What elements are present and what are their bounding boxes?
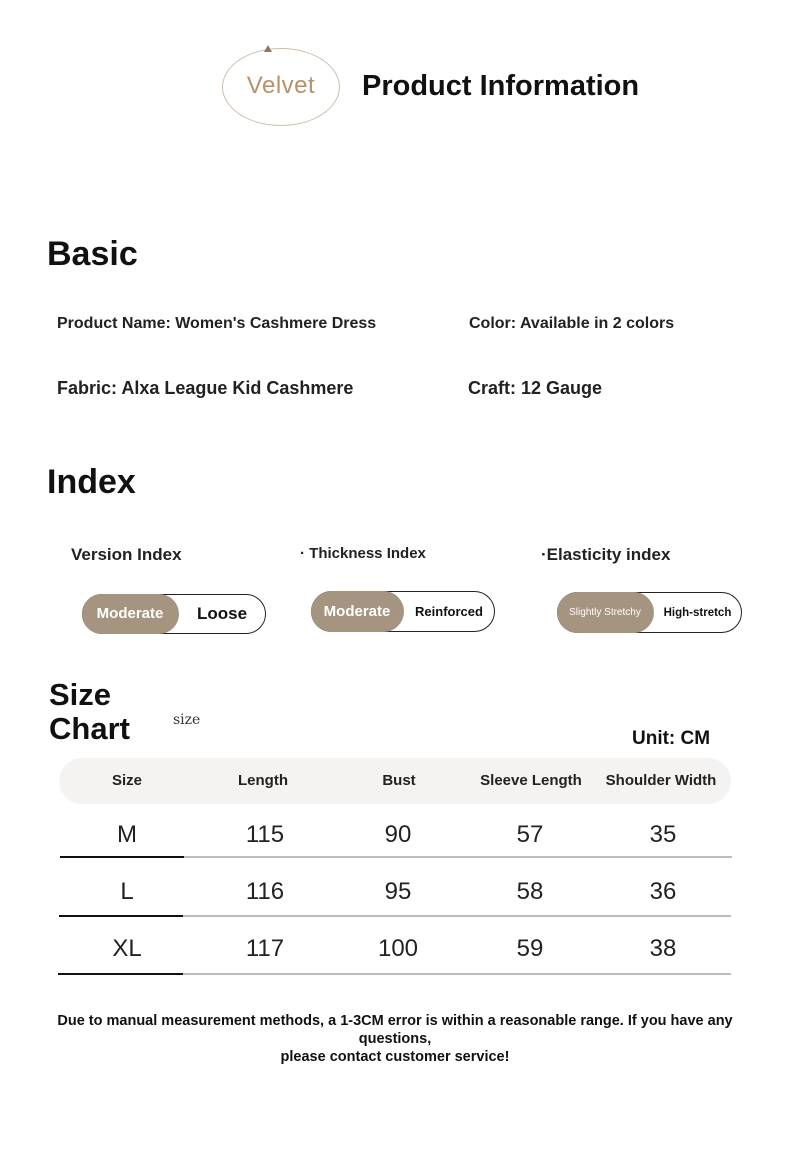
size-watermark-text: size [173, 712, 201, 728]
col-header-length: Length [238, 772, 288, 789]
elasticity-index-label: ·Elasticity index [541, 545, 671, 564]
table-cell-shoulder: 35 [649, 821, 677, 848]
row-divider-accent [59, 915, 183, 917]
table-cell-sleeve: 59 [516, 935, 544, 962]
unit-label: Unit: CM [632, 728, 711, 749]
table-cell-sleeve: 57 [516, 821, 544, 848]
row-divider-accent [58, 973, 183, 975]
product-color: Color: Available in 2 colors [469, 315, 675, 332]
table-cell-sleeve: 58 [516, 878, 544, 905]
size-chart-heading-line1: Size [49, 677, 112, 712]
page-title: Product Information [362, 70, 640, 102]
row-divider-accent [60, 856, 184, 858]
table-cell-bust: 90 [384, 821, 412, 848]
col-header-sleeve-length: Sleeve Length [480, 772, 582, 789]
thickness-index-pill [311, 591, 495, 632]
brand-logo-mark [264, 45, 272, 52]
table-cell-length: 117 [245, 935, 285, 962]
thickness-index-label: · Thickness Index [300, 545, 426, 562]
version-index-max: Loose [196, 604, 248, 623]
product-name: Product Name: Women's Cashmere Dress [57, 315, 377, 332]
col-header-bust: Bust [382, 772, 416, 789]
table-cell-length: 116 [245, 878, 285, 905]
table-cell-bust: 95 [384, 878, 412, 905]
version-index-value: Moderate [82, 594, 179, 634]
table-cell-shoulder: 36 [649, 878, 677, 905]
basic-heading: Basic [47, 235, 138, 273]
measurement-note-line1: Due to manual measurement methods, a 1-3CM error is within a reasonable range. If you have any questions, [57, 1013, 733, 1047]
elasticity-index-pill [557, 592, 742, 633]
row-divider [183, 973, 731, 975]
thickness-index-max: Reinforced [415, 604, 483, 619]
size-chart-heading-line2: Chart [49, 711, 130, 746]
version-index-pill [82, 594, 266, 634]
measurement-note-line2: please contact customer service! [280, 1049, 510, 1065]
product-craft: Craft: 12 Gauge [468, 378, 603, 398]
table-cell-size: XL [112, 935, 142, 962]
col-header-shoulder-width: Shoulder Width [605, 772, 717, 789]
table-cell-shoulder: 38 [649, 935, 677, 962]
table-cell-size: L [120, 878, 134, 905]
table-cell-size: M [117, 821, 137, 848]
row-divider [184, 856, 732, 858]
elasticity-index-value: Slightly Stretchy [557, 592, 654, 633]
col-header-size: Size [111, 772, 142, 789]
thickness-index-value: Moderate [311, 591, 404, 632]
brand-logo-text: Velvet [246, 72, 316, 99]
table-cell-bust: 100 [377, 935, 419, 962]
table-cell-length: 115 [245, 821, 285, 848]
elasticity-index-max: High-stretch [663, 606, 732, 619]
product-fabric: Fabric: Alxa League Kid Cashmere [57, 378, 354, 398]
index-heading: Index [47, 463, 136, 501]
row-divider [183, 915, 731, 917]
measurement-note [20, 1012, 770, 1066]
version-index-label: Version Index [71, 545, 182, 564]
